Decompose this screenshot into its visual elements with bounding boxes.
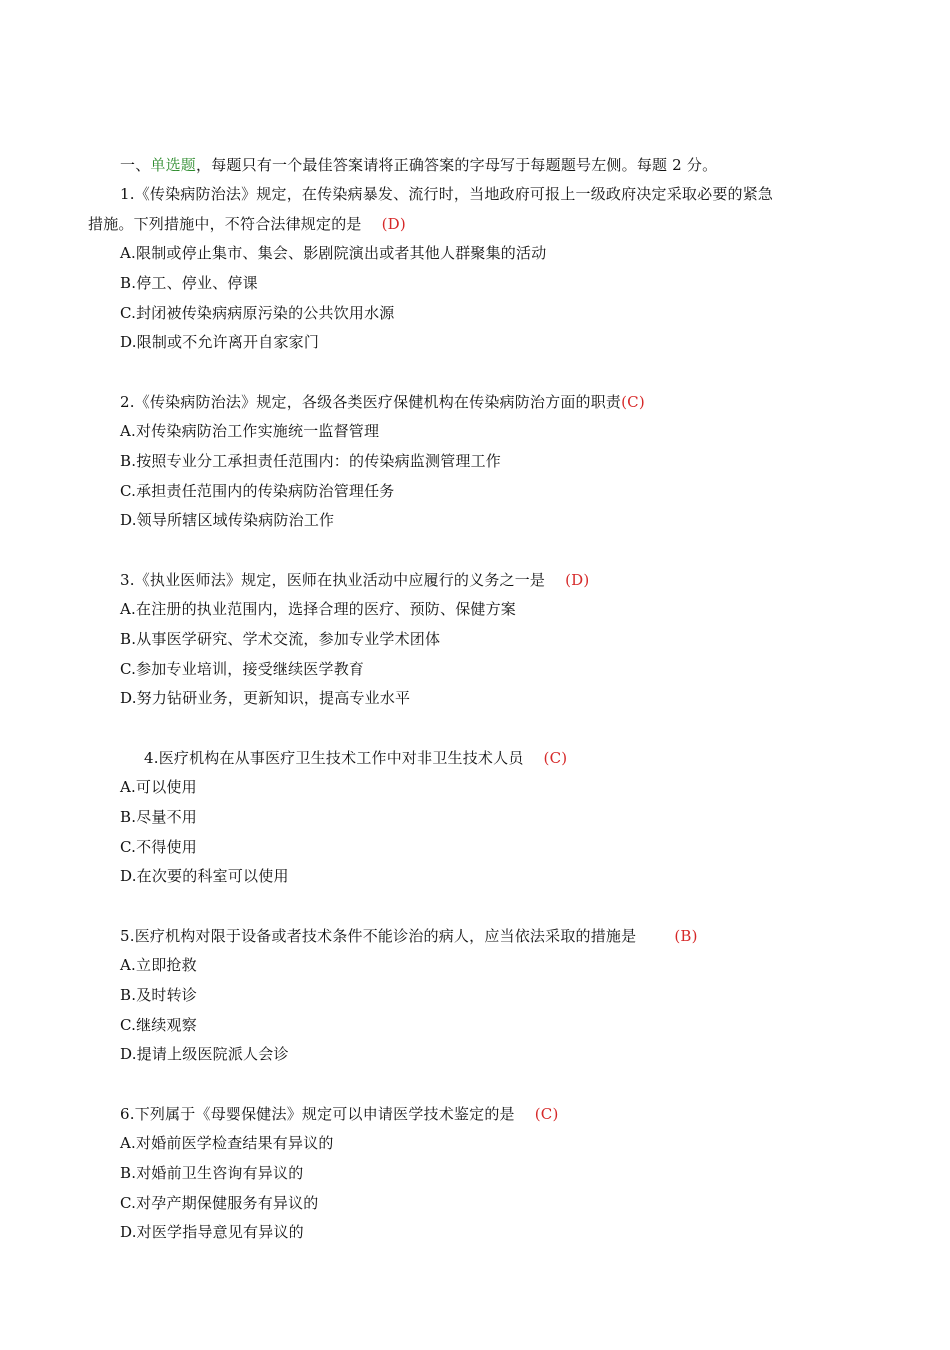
question-1-option-b: B.停工、停业、停课 <box>120 274 258 292</box>
question-3-stem <box>120 570 589 590</box>
question-4-option-b: B.尽量不用 <box>120 808 197 826</box>
question-2-answer: (C) <box>621 393 645 411</box>
question-3-option-d: D.努力钻研业务，更新知识，提高专业水平 <box>120 689 411 707</box>
question-4-option-c: C.不得使用 <box>120 838 197 856</box>
question-5-stem <box>120 926 698 946</box>
question-1-stem-line-1: 1.《传染病防治法》规定，在传染病暴发、流行时，当地政府可报上一级政府决定采取必要的紧急 <box>120 185 774 203</box>
question-4-option-a: A.可以使用 <box>120 778 197 796</box>
question-3-option-a: A.在注册的执业范围内，选择合理的医疗、预防、保健方案 <box>120 600 517 618</box>
question-2-stem <box>120 392 645 412</box>
question-type-label: 单选题 <box>150 156 197 174</box>
question-5-option-a: A.立即抢救 <box>120 956 197 974</box>
question-6-stem-text: 6.下列属于《母婴保健法》规定可以申请医学技术鉴定的是 <box>120 1105 515 1123</box>
question-5-answer: (B) <box>674 927 698 945</box>
question-3-option-b: B.从事医学研究、学术交流，参加专业学术团体 <box>120 630 441 648</box>
question-3-answer: (D) <box>565 571 590 589</box>
question-3-stem-text: 3.《执业医师法》规定，医师在执业活动中应履行的义务之一是 <box>120 571 546 589</box>
question-4-stem-text: 4.医疗机构在从事医疗卫生技术工作中对非卫生技术人员 <box>144 749 524 767</box>
question-6-option-d: D.对医学指导意见有异议的 <box>120 1223 304 1241</box>
question-6-answer: (C) <box>534 1105 559 1123</box>
question-5-option-c: C.继续观察 <box>120 1016 197 1034</box>
question-1-answer: (D) <box>381 215 406 233</box>
question-1-option-c: C.封闭被传染病病原污染的公共饮用水源 <box>120 304 395 322</box>
section-header <box>120 155 717 175</box>
question-2-option-a: A.对传染病防治工作实施统一监督管理 <box>120 422 380 440</box>
question-1-stem-text: 措施。下列措施中，不符合法律规定的是 <box>88 215 362 233</box>
question-6-option-c: C.对孕产期保健服务有异议的 <box>120 1194 319 1212</box>
question-1-option-a: A.限制或停止集市、集会、影剧院演出或者其他人群聚集的活动 <box>120 244 547 262</box>
question-2-option-b: B.按照专业分工承担责任范围内：的传染病监测管理工作 <box>120 452 501 470</box>
question-3-option-c: C.参加专业培训，接受继续医学教育 <box>120 660 365 678</box>
section-instruction: ，每题只有一个最佳答案请将正确答案的字母写于每题题号左侧。每题 2 分。 <box>196 156 718 174</box>
question-4-option-d: D.在次要的科室可以使用 <box>120 867 289 885</box>
question-1-option-d: D.限制或不允许离开自家家门 <box>120 333 320 351</box>
question-6-option-a: A.对婚前医学检查结果有异议的 <box>120 1134 334 1152</box>
question-4-stem <box>144 748 567 768</box>
question-2-option-d: D.领导所辖区域传染病防治工作 <box>120 511 335 529</box>
question-1-stem-line-2 <box>88 214 406 234</box>
question-5-option-b: B.及时转诊 <box>120 986 197 1004</box>
section-prefix: 一、 <box>120 156 151 174</box>
question-5-stem-text: 5.医疗机构对限于设备或者技术条件不能诊治的病人，应当依法采取的措施是 <box>120 927 637 945</box>
question-2-stem-text: 2.《传染病防治法》规定，各级各类医疗保健机构在传染病防治方面的职责 <box>120 393 622 411</box>
question-6-stem <box>120 1104 559 1124</box>
question-6-option-b: B.对婚前卫生咨询有异议的 <box>120 1164 304 1182</box>
question-4-answer: (C) <box>543 749 568 767</box>
question-2-option-c: C.承担责任范围内的传染病防治管理任务 <box>120 482 395 500</box>
question-5-option-d: D.提请上级医院派人会诊 <box>120 1045 289 1063</box>
